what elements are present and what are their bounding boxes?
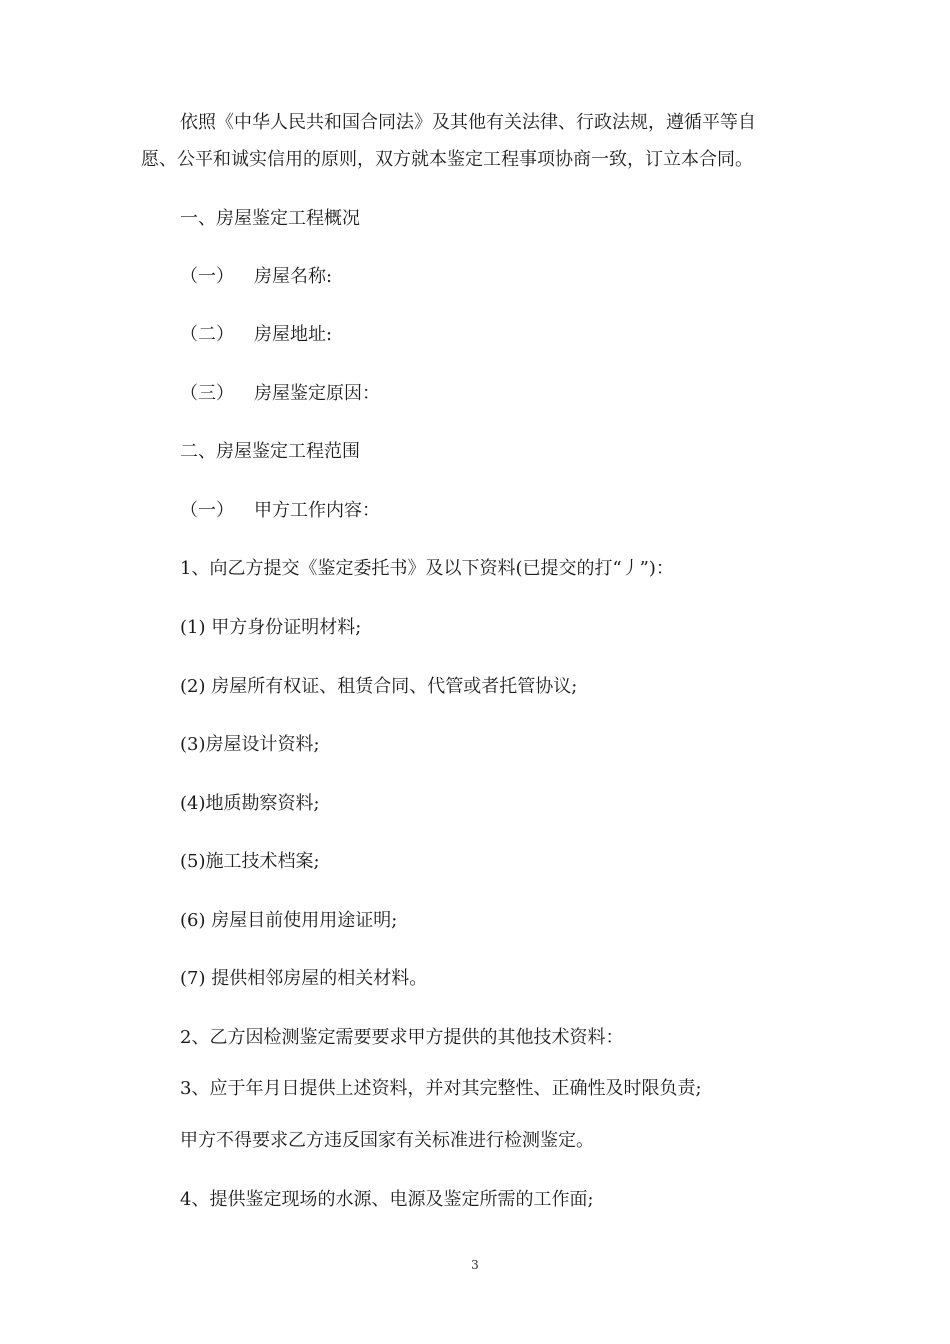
item-label: 甲方工作内容：: [254, 500, 380, 521]
section-1-title: 一、房屋鉴定工程概况: [180, 208, 360, 229]
section-2-title: 二、房屋鉴定工程范围: [180, 441, 360, 462]
section-2-sub-1: [180, 499, 380, 523]
item-number: （一）: [180, 266, 234, 287]
list-item-3: (3)房屋设计资料;: [180, 734, 320, 755]
paragraph-3: 3、应于年月日提供上述资料，并对其完整性、正确性及时限负责;: [180, 1078, 702, 1099]
section-1-item-3: [180, 382, 380, 406]
page-number: 3: [471, 1258, 479, 1272]
item-label: 房屋名称:: [254, 266, 333, 287]
list-item-2: (2) 房屋所有权证、租赁合同、代管或者托管协议;: [180, 676, 578, 697]
list-item-6: (6) 房屋目前使用用途证明;: [180, 910, 398, 931]
paragraph-4: 4、提供鉴定现场的水源、电源及鉴定所需的工作面;: [180, 1189, 594, 1210]
intro-line-2: 愿、公平和诚实信用的原则，双方就本鉴定工程事项协商一致，订立本合同。: [141, 149, 753, 170]
list-item-4: (4)地质勘察资料;: [180, 793, 320, 814]
item-number: （一）: [180, 500, 234, 521]
item-label: 房屋鉴定原因：: [254, 383, 380, 404]
section-1-item-1: [180, 265, 332, 289]
item-label: 房屋地址:: [254, 324, 333, 345]
list-item-1: (1) 甲方身份证明材料;: [180, 617, 362, 638]
paragraph-3-continued: 甲方不得要求乙方违反国家有关标准进行检测鉴定。: [180, 1130, 594, 1151]
paragraph-1: 1、向乙方提交《鉴定委托书》及以下资料(已提交的打“丿”)：: [180, 558, 674, 579]
paragraph-2: 2、乙方因检测鉴定需要要求甲方提供的其他技术资料：: [180, 1027, 624, 1048]
item-number: （二）: [180, 324, 234, 345]
item-number: （三）: [180, 383, 234, 404]
list-item-5: (5)施工技术档案;: [180, 851, 320, 872]
section-1-item-2: [180, 323, 332, 347]
intro-line-1: 依照《中华人民共和国合同法》及其他有关法律、行政法规，遵循平等自: [180, 112, 756, 133]
list-item-7: (7) 提供相邻房屋的相关材料。: [180, 968, 428, 989]
